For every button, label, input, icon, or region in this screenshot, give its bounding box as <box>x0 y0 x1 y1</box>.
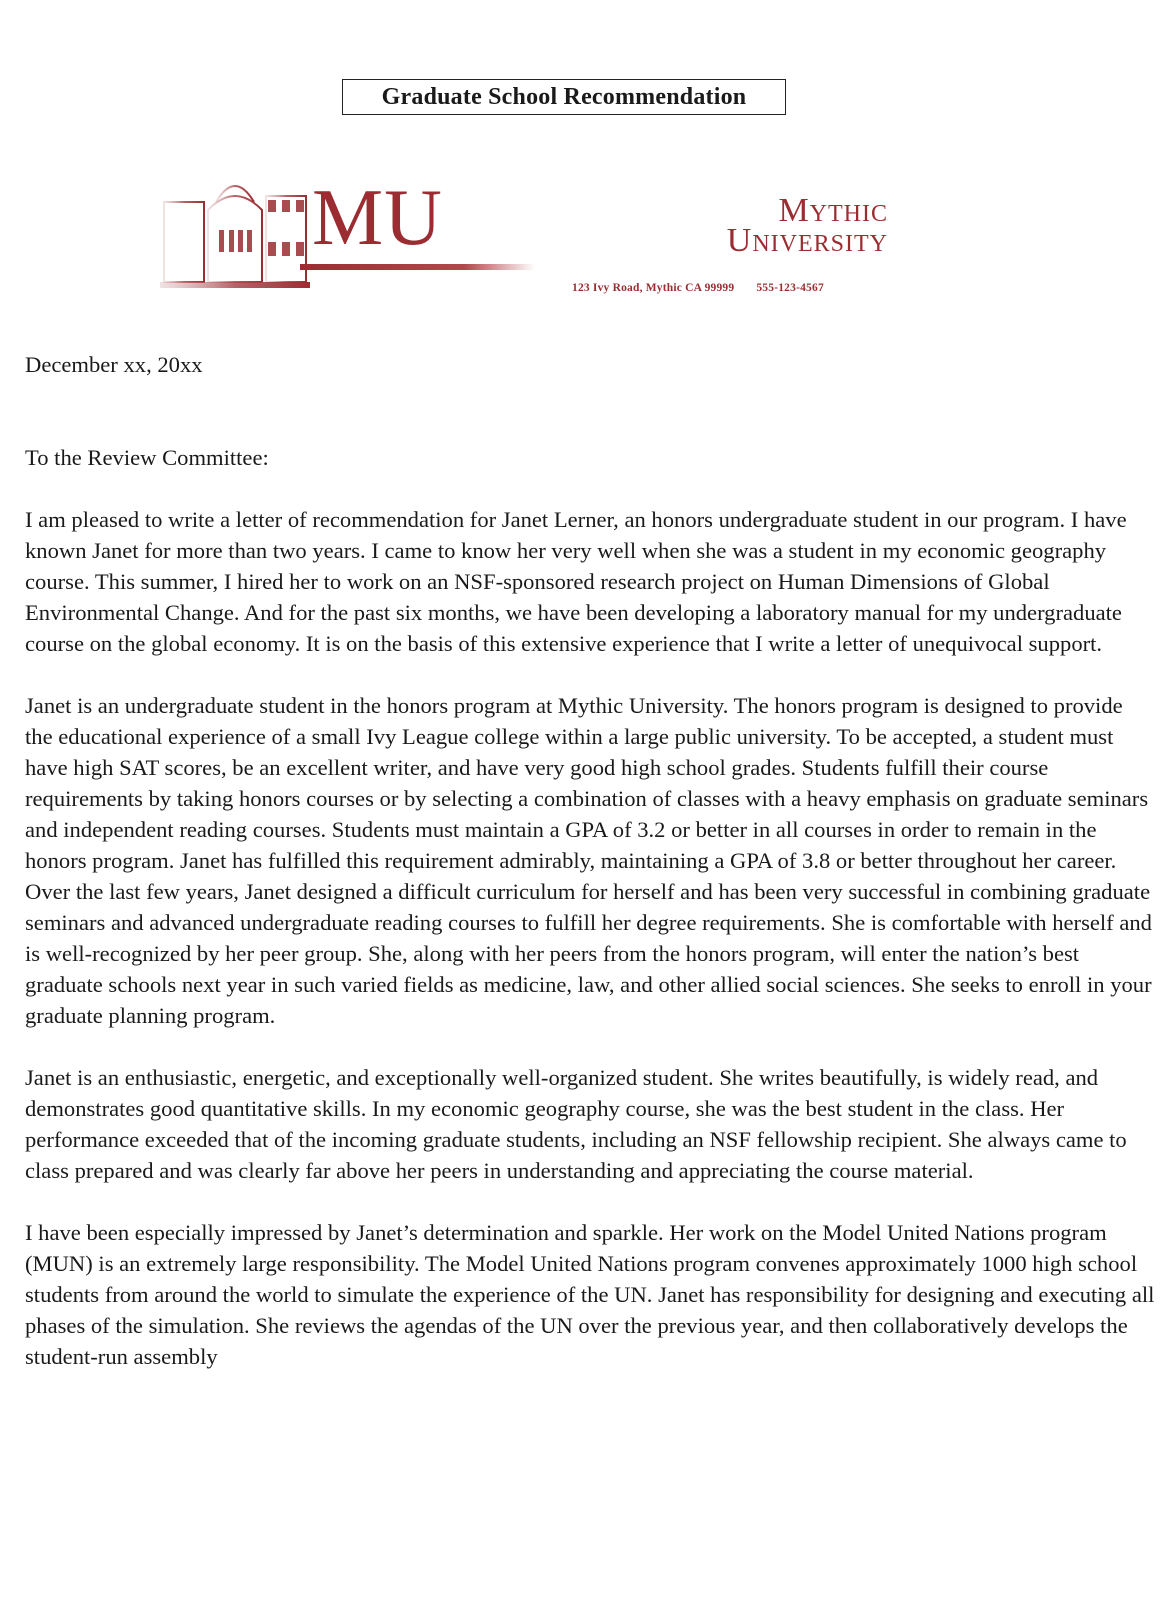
university-phone: 555-123-4567 <box>756 282 824 294</box>
university-name-line1: Mythic <box>778 192 888 229</box>
letter-salutation: To the Review Committee: <box>25 445 269 470</box>
letter-date: December xx, 20xx <box>25 352 203 377</box>
letter-paragraph: I am pleased to write a letter of recommendation for Janet Lerner, an honors undergraduate student in our program. I have known Janet for more than two years. I came to know her very well when she was a student in my economic geography course. This summer, I hired her to work on an NSF-sponsored research project on Human Dimensions of Global Environmental Change. And for the past six months, we have been developing a laboratory manual for my undergraduate course on the global economy. It is on the basis of this extensive experience that I write a letter of unequivocal support. <box>25 507 1127 656</box>
university-contact <box>572 282 824 294</box>
letter-paragraph: Janet is an undergraduate student in the honors program at Mythic University. The honors program is designed to provide the educational experience of a small Ivy League college within a large public university. To be accepted, a student must have high SAT scores, be an excellent writer, and have very good high school grades. Students fulfill their course requirements by taking honors courses or by selecting a combination of classes with a heavy emphasis on graduate seminars and independent reading courses. Students must maintain a GPA of 3.2 or better in all courses in order to remain in the honors program. Janet has fulfilled this requirement admirably, maintaining a GPA of 3.8 or better throughout her career. Over the last few years, Janet designed a difficult curriculum for herself and has been very successful in combining graduate seminars and advanced undergraduate reading courses to fulfill her degree requirements. She is comfortable with herself and is well-recognized by her peer group. She, along with her peers from the honors program, will enter the nation’s best graduate schools next year in such varied fields as medicine, law, and other allied social sciences. She seeks to enroll in your graduate planning program. <box>25 693 1152 1028</box>
letter-paragraph: Janet is an enthusiastic, energetic, and exceptionally well-organized student. She writes beautifully, is widely read, and demonstrates good quantitative skills. In my economic geography course, she was the best student in the class. Her performance exceeded that of the incoming graduate students, including an NSF fellowship recipient. She always came to class prepared and was clearly far above her peers in understanding and appreciating the course material. <box>25 1065 1127 1183</box>
document-title: Graduate School Recommendation <box>342 79 786 115</box>
university-address: 123 Ivy Road, Mythic CA 99999 <box>572 282 735 294</box>
monogram-underline <box>300 264 535 270</box>
letter-paragraph: I have been especially impressed by Janet’s determination and sparkle. Her work on the Model United Nations program (MUN) is an extremely large responsibility. The Model United Nations program convenes approximately 1000 high school students from around the world to simulate the experience of the UN. Janet has responsibility for designing and executing all phases of the simulation. She reviews the agendas of the UN over the previous year, and then collaboratively develops the student-run assembly <box>25 1220 1155 1369</box>
university-monogram: MU <box>312 174 443 262</box>
campus-building-icon <box>160 162 310 298</box>
university-name-line2: University <box>726 222 888 259</box>
university-letterhead <box>0 150 1170 310</box>
university-name <box>726 192 888 259</box>
letter-body <box>25 349 1155 1403</box>
